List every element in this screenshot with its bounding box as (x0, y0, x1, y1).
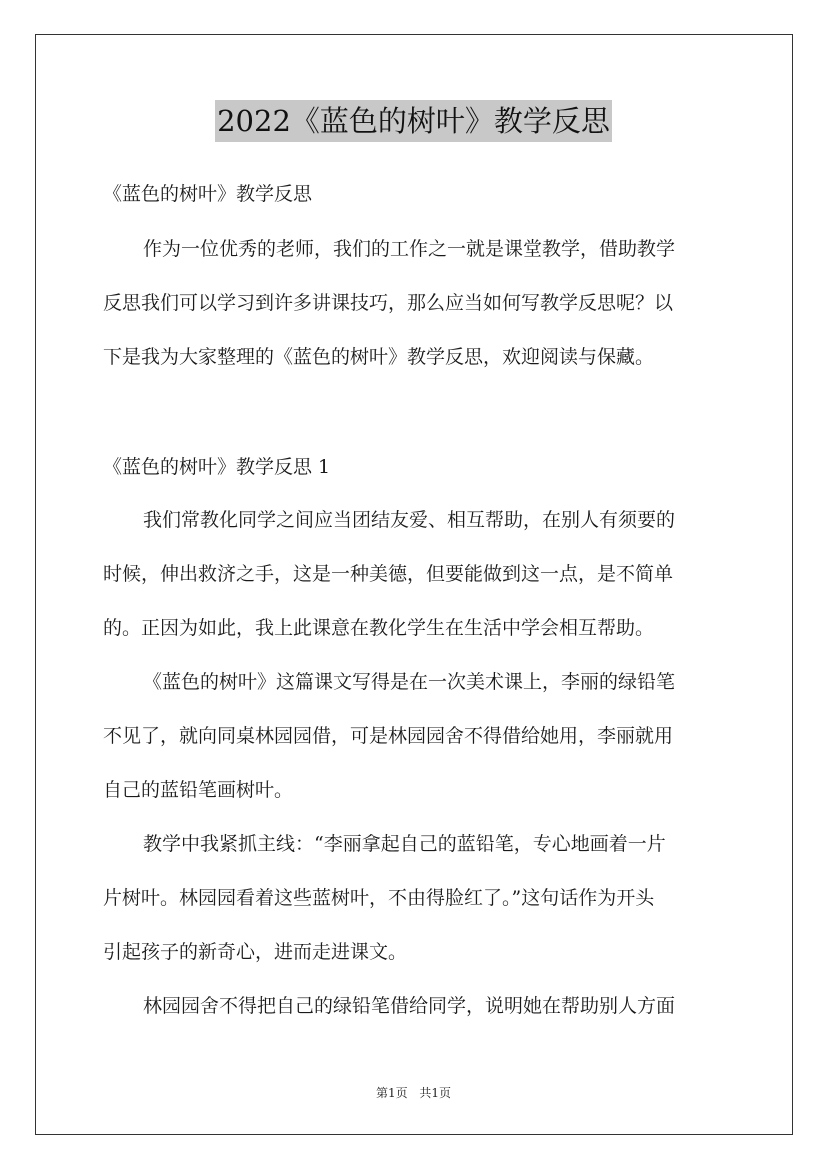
paragraph-line: 不见了，就向同桌林园园借，可是林园园舍不得借给她用，李丽就用 (103, 725, 674, 747)
paragraph-line: 作为一位优秀的老师，我们的工作之一就是课堂教学，借助教学 (143, 238, 676, 260)
section-heading: 《蓝色的树叶》教学反思 1 (103, 456, 331, 478)
paragraph-line: 林园园舍不得把自己的绿铅笔借给同学，说明她在帮助别人方面 (143, 995, 676, 1017)
paragraph-line: 下是我为大家整理的《蓝色的树叶》教学反思，欢迎阅读与保藏。 (103, 346, 655, 368)
paragraph-line: 片树叶。林园园看着这些蓝树叶，不由得脸红了。”这句话作为开头 (103, 887, 655, 909)
paragraph-line: 我们常教化同学之间应当团结友爱、相互帮助，在别人有须要的 (143, 509, 676, 531)
subtitle: 《蓝色的树叶》教学反思 (103, 183, 313, 205)
title-container (0, 100, 827, 142)
paragraph-line: 引起孩子的新奇心，进而走进课文。 (103, 941, 408, 963)
paragraph-line: 反思我们可以学习到许多讲课技巧，那么应当如何写教学反思呢？以 (103, 292, 674, 314)
paragraph-line: 时候，伸出救济之手，这是一种美德，但要能做到这一点，是不简单 (103, 563, 674, 585)
page-footer (0, 1084, 827, 1101)
page-total: 共1页 (419, 1086, 452, 1100)
document-title: 2022《蓝色的树叶》教学反思 (215, 100, 612, 142)
paragraph-line: 教学中我紧抓主线：“李丽拿起自己的蓝铅笔，专心地画着一片 (143, 833, 666, 855)
paragraph-line: 的。正因为如此，我上此课意在教化学生在生活中学会相互帮助。 (103, 617, 655, 639)
paragraph-line: 自己的蓝铅笔画树叶。 (103, 779, 294, 801)
paragraph-line: 《蓝色的树叶》这篇课文写得是在一次美术课上，李丽的绿铅笔 (143, 671, 676, 693)
page-number: 第1页 (375, 1086, 408, 1100)
